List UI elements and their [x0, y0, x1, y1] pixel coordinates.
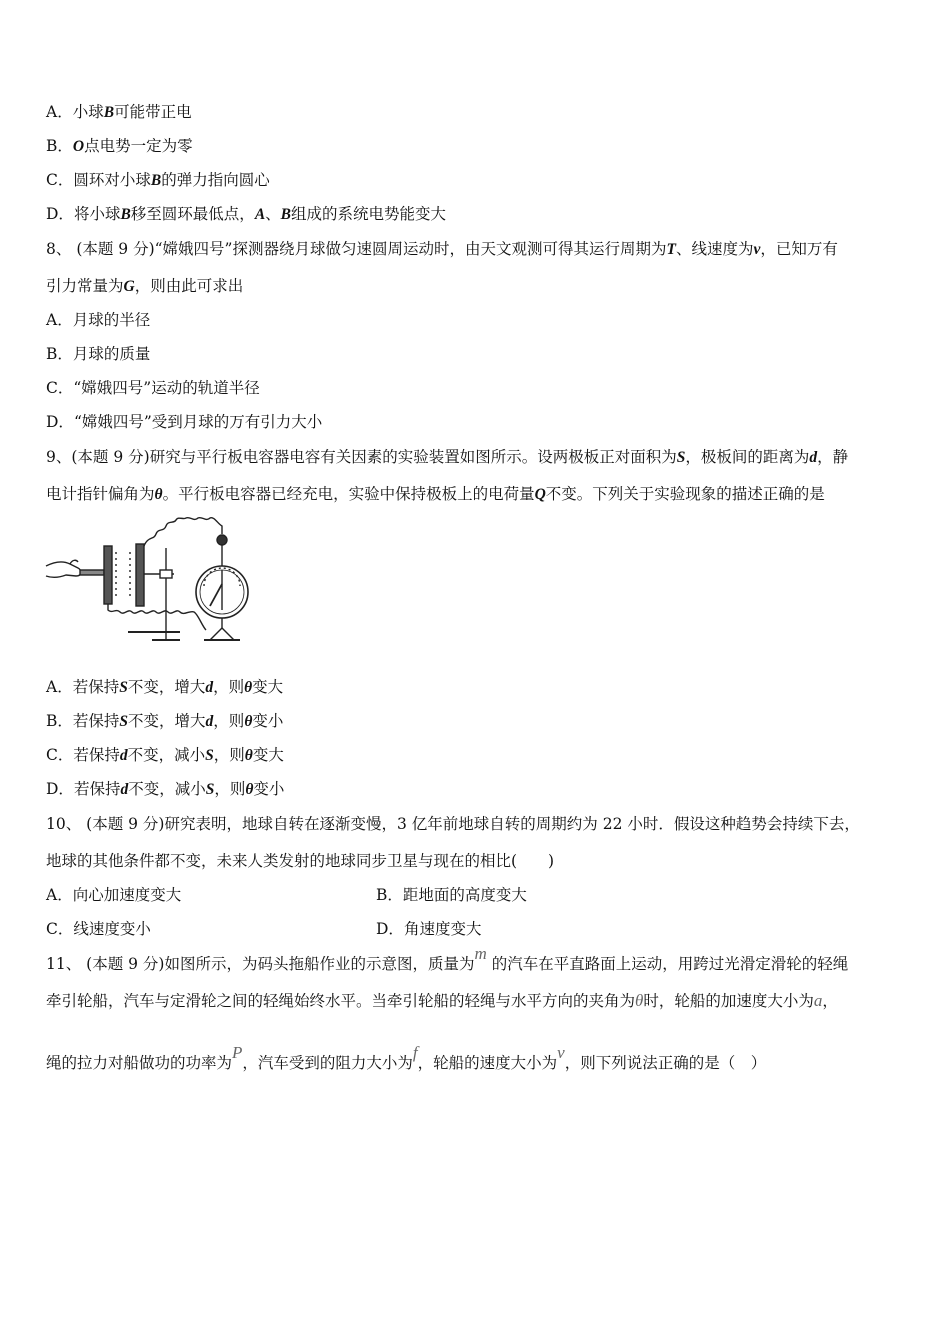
right-plate	[136, 544, 144, 606]
q10-option-c: C．线速度变小	[46, 920, 151, 938]
q8-option-c: C．“嫦娥四号”运动的轨道半径	[46, 379, 260, 397]
capacitor-electrometer-figure	[44, 514, 264, 652]
electrometer-needle	[210, 584, 222, 606]
q10-stem-line2: 地球的其他条件都不变，未来人类发射的地球同步卫星与现在的相比( )	[46, 852, 555, 870]
q9-option-c: C．若保持d不变，减小S，则θ变大	[46, 746, 284, 764]
q7-option-b: B．O点电势一定为零	[46, 137, 193, 155]
q9-stem-line1: 9、(本题 9 分)研究与平行板电容器电容有关因素的实验装置如图所示。设两极板正对面积为S，极板间的距离为d，静	[46, 448, 849, 466]
q7-option-d: D．将小球B移至圆环最低点，A、B组成的系统电势能变大	[46, 205, 447, 223]
q11-stem-line3: 绳的拉力对船做功的功率为P，汽车受到的阻力大小为f，轮船的速度大小为v，则下列说法正确的是（ ）	[46, 1043, 767, 1072]
q10-option-a: A．向心加速度变大	[46, 886, 182, 904]
q10-stem-line1: 10、 (本题 9 分)研究表明，地球自转在逐渐变慢，3 亿年前地球自转的周期约为 22 小时．假设这种趋势会持续下去，	[46, 815, 860, 833]
q9-option-b: B．若保持S不变，增大d，则θ变小	[46, 712, 284, 730]
q9-option-d: D．若保持d不变，减小S，则θ变小	[46, 780, 285, 798]
electrometer-knob	[217, 535, 227, 545]
q8-stem-line2: 引力常量为G，则由此可求出	[46, 277, 244, 295]
q11-stem-line2: 牵引轮船，汽车与定滑轮之间的轻绳始终水平。当牵引轮船的轻绳与水平方向的夹角为θ时，轮船的加速度大小为a，	[46, 991, 838, 1010]
q10-option-d: D．角速度变大	[376, 920, 482, 938]
q8-option-b: B．月球的质量	[46, 345, 151, 363]
q7-option-a: A．小球B可能带正电	[46, 103, 192, 121]
q8-option-d: D．“嫦娥四号”受到月球的万有引力大小	[46, 413, 323, 431]
q10-option-b: B．距地面的高度变大	[376, 886, 527, 904]
q7-option-c: C．圆环对小球B的弹力指向圆心	[46, 171, 270, 189]
q9-option-a: A．若保持S不变，增大d，则θ变大	[46, 678, 284, 696]
coil-wire-bottom	[108, 604, 206, 630]
q9-stem-line2: 电计指针偏角为θ。平行板电容器已经充电，实验中保持极板上的电荷量Q不变。下列关于实验现象的描述正确的是	[46, 485, 825, 503]
q8-stem-line1: 8、 (本题 9 分)“嫦娥四号”探测器绕月球做匀速圆周运动时，由天文观测可得其运行周期为T、线速度为v，已知万有	[46, 240, 838, 258]
hand-shape	[46, 562, 81, 578]
q8-option-a: A．月球的半径	[46, 311, 151, 329]
left-plate	[104, 546, 112, 604]
coil-wire-top	[144, 518, 222, 546]
q11-stem-line1: 11、 (本题 9 分)如图所示，为码头拖船作业的示意图，质量为m 的汽车在平直路面上运动，用跨过光滑定滑轮的轻绳	[46, 944, 849, 973]
